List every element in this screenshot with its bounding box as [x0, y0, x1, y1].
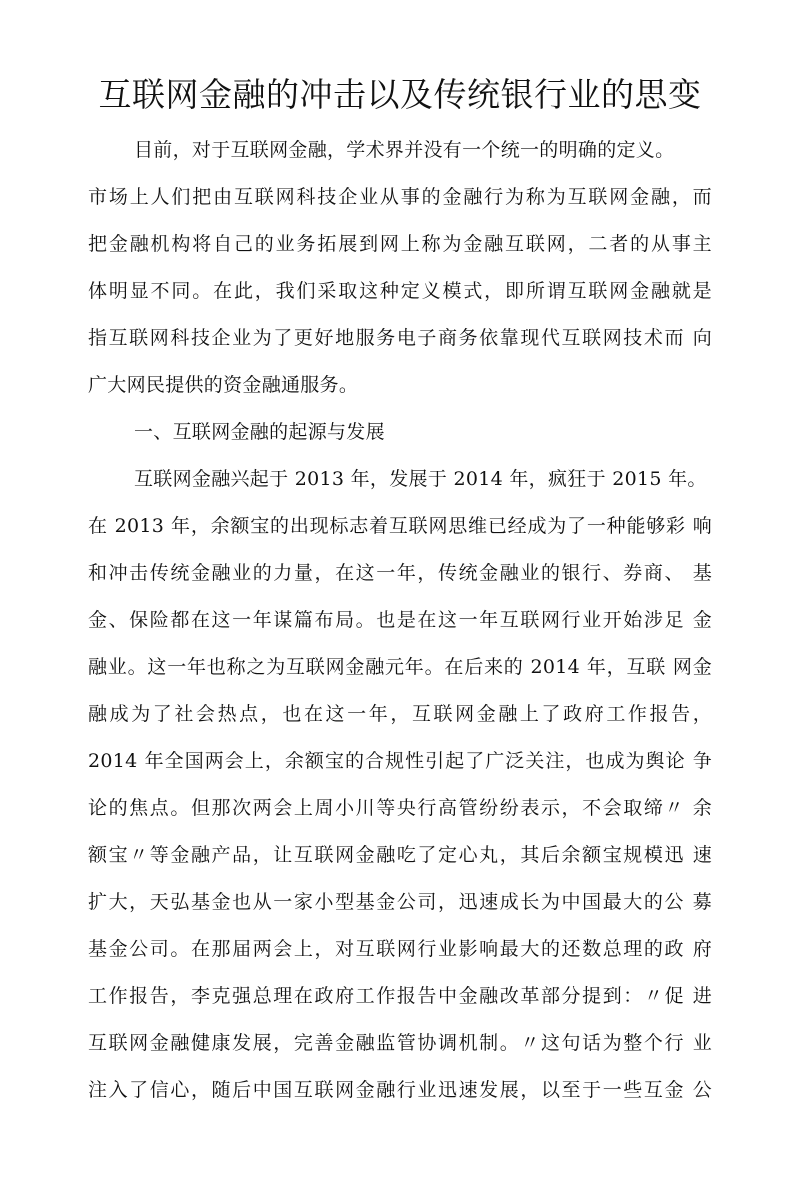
- paragraph-line-10: 金、保险都在这一年谋篇布局。也是在这一年互联网行业开始涉足 金: [88, 609, 712, 631]
- paragraph-line-13: 2014 年全国两会上，余额宝的合规性引起了广泛关注，也成为舆论 争: [88, 750, 712, 772]
- paragraph-line-20: 注入了信心，随后中国互联网金融行业迅速发展，以至于一些互金 公: [88, 1079, 712, 1101]
- paragraph-line-18: 工作报告，李克强总理在政府工作报告中金融改革部分提到：〃促 进: [88, 985, 712, 1007]
- paragraph-line-12: 融成为了社会热点，也在这一年，互联网金融上了政府工作报告，: [88, 703, 712, 725]
- paragraph-line-16: 扩大，天弘基金也从一家小型基金公司，迅速成长为中国最大的公 募: [88, 891, 712, 913]
- paragraph-line-3: 把金融机构将自己的业务拓展到网上称为金融互联网，二者的从事主: [88, 233, 712, 255]
- paragraph-line-5: 指互联网科技企业为了更好地服务电子商务依靠现代互联网技术而 向: [88, 327, 712, 349]
- paragraph-line-4: 体明显不同。在此，我们采取这种定义模式，即所谓互联网金融就是: [88, 280, 712, 302]
- paragraph-line-14: 论的焦点。但那次两会上周小川等央行高管纷纷表示，不会取缔〃 余: [88, 797, 712, 819]
- paragraph-line-8: 在 2013 年，余额宝的出现标志着互联网思维已经成为了一种能够彩 响: [88, 515, 712, 537]
- section-heading: 一、互联网金融的起源与发展: [134, 421, 385, 443]
- paragraph-line-17: 基金公司。在那届两会上，对互联网行业影响最大的还数总理的政 府: [88, 938, 712, 960]
- paragraph-line-6: 广大网民提供的资金融通服务。: [88, 374, 359, 396]
- paragraph-line-19: 互联网金融健康发展，完善金融监管协调机制。〃这句话为整个行 业: [88, 1032, 712, 1054]
- paragraph-line-15: 额宝〃等金融产品，让互联网金融吃了定心丸，其后余额宝规模迅 速: [88, 844, 712, 866]
- paragraph-line-1: 目前，对于互联网金融，学术界并没有一个统一的明确的定义。: [134, 139, 675, 161]
- paragraph-line-11: 融业。这一年也称之为互联网金融元年。在后来的 2014 年，互联 网金: [88, 656, 712, 678]
- paragraph-line-2: 市场上人们把由互联网科技企业从事的金融行为称为互联网金融，而: [88, 186, 712, 208]
- document-title: 互联网金融的冲击以及传统银行业的思变: [98, 75, 702, 114]
- paragraph-line-9: 和冲击传统金融业的力量，在这一年，传统金融业的银行、券商、 基: [88, 562, 712, 584]
- paragraph-line-7: 互联网金融兴起于 2013 年，发展于 2014 年，疯狂于 2015 年。: [134, 468, 707, 490]
